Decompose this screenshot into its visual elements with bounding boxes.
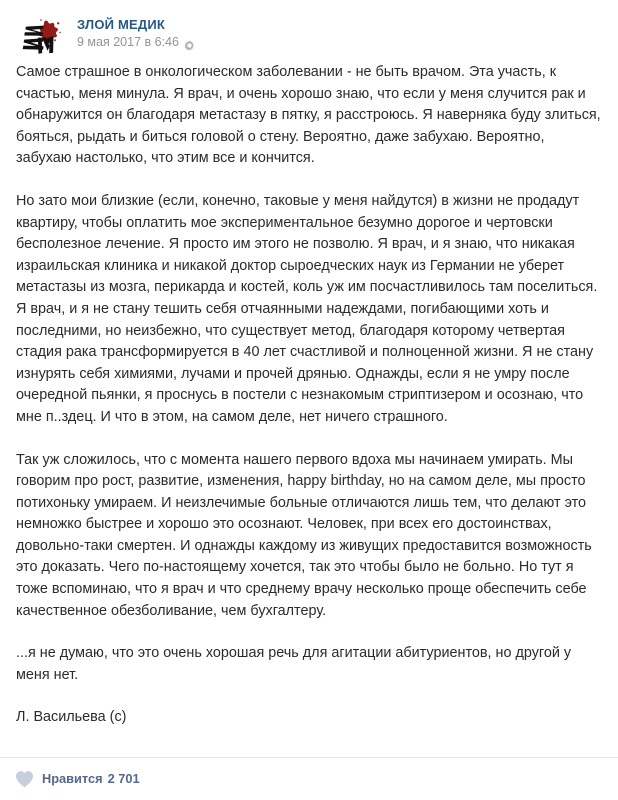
like-button[interactable] (15, 770, 140, 788)
post-paragraph: Так уж сложилось, что с момента нашего первого вдоха мы начинаем умирать. Мы говорим про рост, развитие, изменения, happy birthday, но на самом деле, мы просто потихоньку умираем. И неизлечимые больные отличаются лишь тем, что делают это немножко быстрее и хорошо это осознают. Человек, при всех его достоинствах, довольно-таки смертен. И однажды каждому из живущих предоставится возможность это доказать. Чего по-настоящему хочется, так это чтобы было не больно. Но тут я тоже вспоминаю, что я врач и что среднему врачу несколько проще обеспечить себе качественное обезболивание, чем бухгалтеру. (16, 451, 592, 619)
post-signature: Л. Васильева (с) (16, 709, 127, 726)
author-name[interactable]: ЗЛОЙ МЕДИК (77, 17, 166, 32)
heart-icon (15, 770, 34, 788)
post-paragraph: Самое страшное в онкологическом заболевании - не быть врачом. Эта участь, к счастью, меня минула. Я врач, и очень хорошо знаю, что если у меня случится рак и обнаружится он благодаря метастазу в пятку, я расстроюсь. Я наверняка буду злиться, бояться, рыдать и биться головой о стену. Вероятно, даже забухаю. Вероятно, забухаю настолько, что этим все и кончится. (16, 64, 601, 167)
zm-monogram-blood-splatter-logo (14, 14, 64, 64)
post-text (0, 54, 618, 729)
gear-icon (184, 38, 195, 49)
post-header-meta (77, 14, 195, 50)
like-label: Нравится (42, 771, 103, 786)
post-paragraph: Но зато мои близкие (если, конечно, таковые у меня найдутся) в жизни не продадут квартиру, чтобы оплатить мое экспериментальное безумно дорогое и чертовски бесполезное лечение. Я просто им этого не позволю. Я врач, и я знаю, что никакая израильская клиника и никакой доктор сыроедческих наук из Германии не уберет метастазы из мозга, перикарда и костей, коль уж им посчастливилось там поселиться. Я врач, и я не стану тешить себя отчаянными надеждами, погибающими хоть и последними, но неизбежно, что существует метод, благодаря которому четвертая стадия рака трансформируется в 40 лет счастливой и полноценной жизни. Я не стану изнурять себя химиями, лучами и прочей дрянью. Однажды, если я не умру после очередной пьянки, я проснусь в постели с незнакомым стриптизером и осознаю, что мне п..здец. И что в этом, на самом деле, нет ничего страшного. (16, 192, 598, 425)
like-count: 2 701 (107, 771, 140, 786)
post-date-row (77, 35, 195, 50)
post-header (0, 0, 618, 54)
post-date[interactable]: 9 мая 2017 в 6:46 (77, 35, 179, 49)
post-footer (0, 757, 618, 800)
avatar[interactable] (14, 14, 64, 64)
post-paragraph: ...я не думаю, что это очень хорошая речь для агитации абитуриентов, но другой у меня нет. (16, 645, 572, 683)
